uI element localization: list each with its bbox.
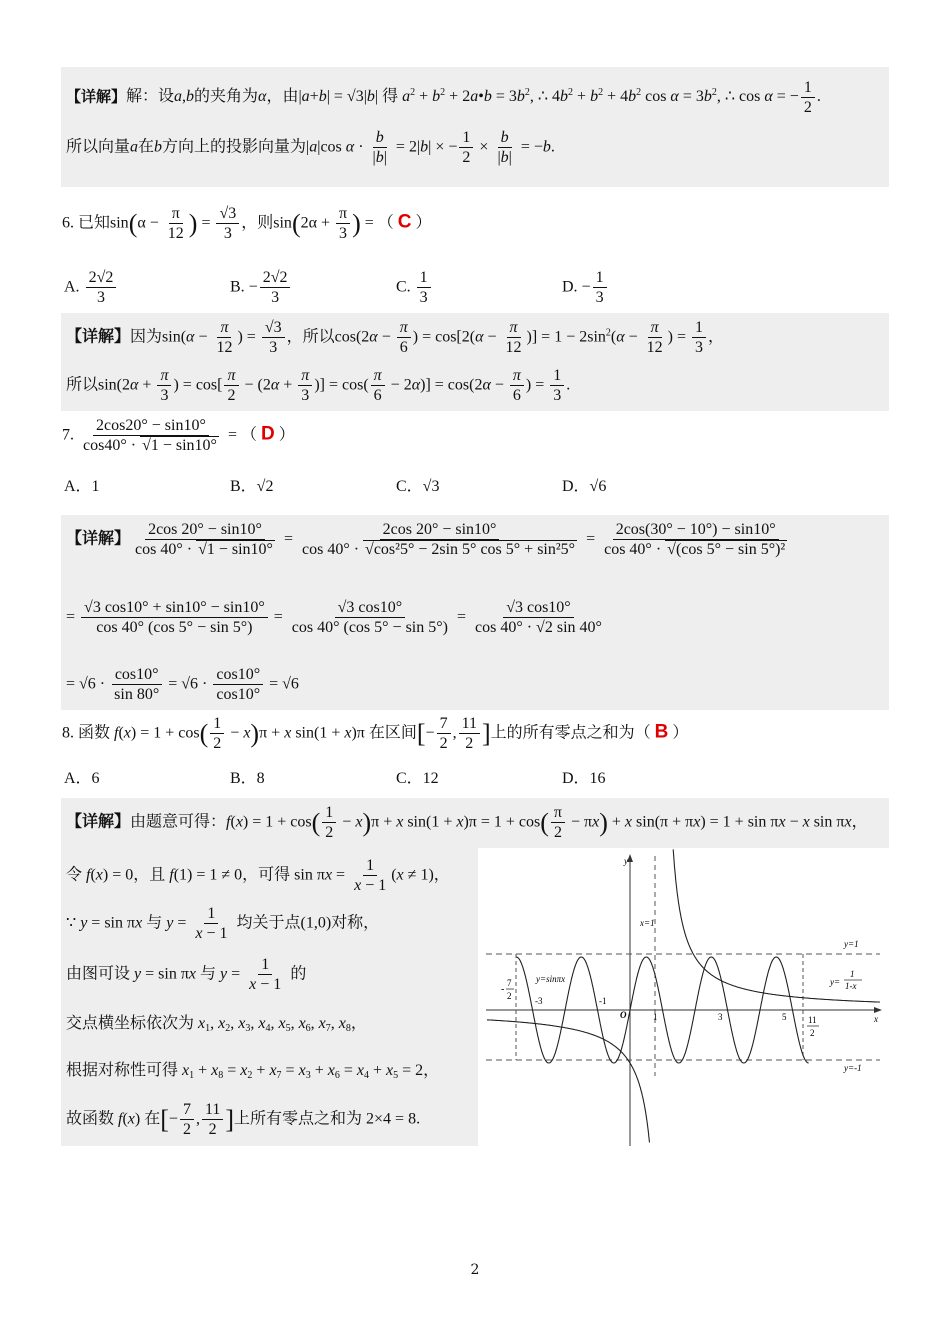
q8-option-d: D．16 xyxy=(562,770,606,787)
q7-solution-line2: = $\frac{√3 \cos 10^\circ + \sin 10^\circ - \sin 10^\circ}{\cos 40^\circ (\cos 5^\circ - \sin 5^\circ)}$ = $\frac{√3 \cos 10^\circ}{\cos 40^\circ (\cos 5^\circ - \sin 5^\circ)}$ = $\frac{√3 \cos 10^\circ}{\cos 40^\circ \cdot √2 \sin 40^\circ}$ xyxy=(66,599,602,637)
tick-3: 3 xyxy=(718,1012,723,1022)
label-y-1: y=1 xyxy=(844,939,859,949)
q7-option-a: A．1 xyxy=(64,478,100,495)
x-axis-label: x xyxy=(874,1014,878,1024)
q7-option-b: B．√2 xyxy=(230,478,274,495)
q7-solution-line1: 【详解】 $\frac{2\cos 20^\circ - \sin 10^\circ}{\cos 40^\circ \cdot √1 - \sin 10^\circ}$ = $\frac{2\cos 20^\circ - \sin 10^\circ}{\text{cos 40° · √cos²5° − 2sin 5° cos 5° + sin²5°}}$ = $\frac{2\cos(30^\circ - 10^\circ) - \sin 10^\circ}{\text{cos 40° · √(cos 5° − sin 5°)²}}$ xyxy=(66,521,786,559)
tick-1: 1 xyxy=(653,1012,658,1022)
q8-solution-line2: 令 f(x) = 0，且 f(1) = 1 ≠ 0，可得 sin πx = $\frac{1}{x - 1}$ (x ≠ 1)， xyxy=(66,857,450,895)
hyperbola-right-branch xyxy=(673,849,880,1002)
tick-neg1: -1 xyxy=(599,996,607,1006)
q7-solution-line3: = √6 · $\frac{\cos 10^\circ}{\sin 80^\circ}$ = √6 · $\frac{\cos 10^\circ}{\cos 10^\circ}$ = √6 xyxy=(66,666,299,704)
q8-solution-line1: 【详解】由题意可得：f(x) = 1 + cos( $\frac{1}{2}$ − x)π + x sin(1 + x)π = 1 + cos( $\frac{\pi}{2}$ − πx) + x sin(π + πx) = 1 + sin πx − x sin πx， xyxy=(66,804,868,842)
left-frac-num: 7 xyxy=(507,978,512,988)
q8-solution-line3: ∵ y = sin πx 与 y = $\frac{1}{x - 1}$ 均关于点(1,0)对称， xyxy=(66,905,380,943)
q7-option-c: C．√3 xyxy=(396,478,440,495)
hyperbola-label-num: 1 xyxy=(850,969,855,979)
q5-solution-line2: 所以向量a在b方向上的投影向量为|a|cos α · $\frac{b}{|b|}$ = 2|b| × − $\frac{1}{2}$ × $\frac{b}{|b|}$ = −b. xyxy=(66,129,555,167)
right-frac-num: 11 xyxy=(808,1015,817,1025)
q6-option-d: D. − $\frac{1}{3}$ xyxy=(562,268,609,307)
q7-option-d: D．√6 xyxy=(562,478,607,495)
hyperbola-left-branch xyxy=(487,1020,650,1143)
q7-stem: 7. $\frac{2\cos 20^\circ - \sin 10^\circ}{\cos 40^\circ \cdot √1 - \sin 10^\circ}$ = （ D ） xyxy=(62,417,295,455)
q8-option-b: B．8 xyxy=(230,770,265,787)
right-frac-den: 2 xyxy=(810,1028,815,1038)
q6-stem: 6. 已知sin(α − $\frac{\pi}{12}$ ) = $\frac{√3}{3}$ ，则sin(2α + $\frac{\pi}{3}$ ) = （ C ） xyxy=(62,205,432,243)
q6-option-a: A. $\frac{2√2}{3}$ xyxy=(64,268,118,307)
q8-solution-line7: 故函数 f(x) 在[− $\frac{7}{2}$ , $\frac{11}{2}$ ]上所有零点之和为 2×4 = 8. xyxy=(66,1101,421,1139)
q8-answer: B xyxy=(654,721,669,743)
asymptote-label: x=1 xyxy=(640,918,655,928)
q8-stem: 8. 函数 f(x) = 1 + cos( $\frac{1}{2}$ − x)π + x sin(1 + x)π 在区间[− $\frac{7}{2}$ , $\frac{11}{2}$ ]上的所有零点之和为（ B ） xyxy=(62,715,689,753)
q6-solution-line2: 所以sin(2α + $\frac{\pi}{3}$ ) = cos[ $\frac{\pi}{2}$ − (2α + $\frac{\pi}{3}$ )] = cos( $\frac{\pi}{6}$ − 2α)] = cos(2α − $\frac{\pi}{6}$ ) = $\frac{1}{3}$ . xyxy=(66,367,571,405)
q5-solution-line1: 【详解】解：设a,b的夹角为α，由|a+b| = √3|b| 得 $a^2 + b^2$ + 2a•b = $3b^2$, ∴ $4b^2 + b^2 + 4b^2$ $\cos \alpha = 3b^2$, ∴ cos α = − $\frac{1}{2}$ . xyxy=(66,79,821,117)
x-axis-arrow-icon xyxy=(874,1007,882,1013)
sine-curve-label: y=sinπx xyxy=(536,974,566,984)
q7-answer: D xyxy=(260,423,275,445)
page-number: 2 xyxy=(470,1262,480,1278)
q8-option-a: A．6 xyxy=(64,770,100,787)
left-frac-den: 2 xyxy=(507,991,512,1001)
q6-option-b: B. − $\frac{2√2}{3}$ xyxy=(230,268,292,307)
q8-solution-line5: 交点横坐标依次为 $x_1$, $x_2$, $x_3$, $x_4$, $x_5$, $x_6$, $x_7$, $x_8$， xyxy=(66,1015,367,1034)
origin-label: O xyxy=(620,1010,627,1020)
hyperbola-label-den: 1-x xyxy=(845,981,857,991)
solution-label: 【详解】 xyxy=(66,87,127,106)
q6-solution-line1: 【详解】因为sin(α − $\frac{\pi}{12}$ ) = $\frac{√3}{3}$ ，所以cos(2α − $\frac{\pi}{6}$ ) = cos[2(α − $\frac{\pi}{12}$ )] = $1 - 2\sin^2(\alpha$ − $\frac{\pi}{12}$ ) = $\frac{1}{3}$ ， xyxy=(66,319,725,357)
label-y-minus-1: y=-1 xyxy=(844,1063,862,1073)
tick-5: 5 xyxy=(782,1012,787,1022)
q8-solution-line4: 由图可设 y = sin πx 与 y = $\frac{1}{x - 1}$ 的 xyxy=(66,956,307,994)
hyperbola-label-prefix: y= xyxy=(830,977,841,987)
q8-solution-line6: 根据对称性可得 $x_1 + x_8 = x_2 + x_7 = x_3 + x_6 = x_4 + x_5 = 2$， xyxy=(66,1062,440,1081)
y-axis-label: y xyxy=(624,856,628,866)
q6-option-c: C. $\frac{1}{3}$ xyxy=(396,268,433,307)
tick-neg3: -3 xyxy=(535,996,543,1006)
function-graph xyxy=(478,846,890,1146)
q8-option-c: C．12 xyxy=(396,770,439,787)
q6-answer: C xyxy=(397,211,412,233)
left-frac-sign: - xyxy=(501,984,505,995)
